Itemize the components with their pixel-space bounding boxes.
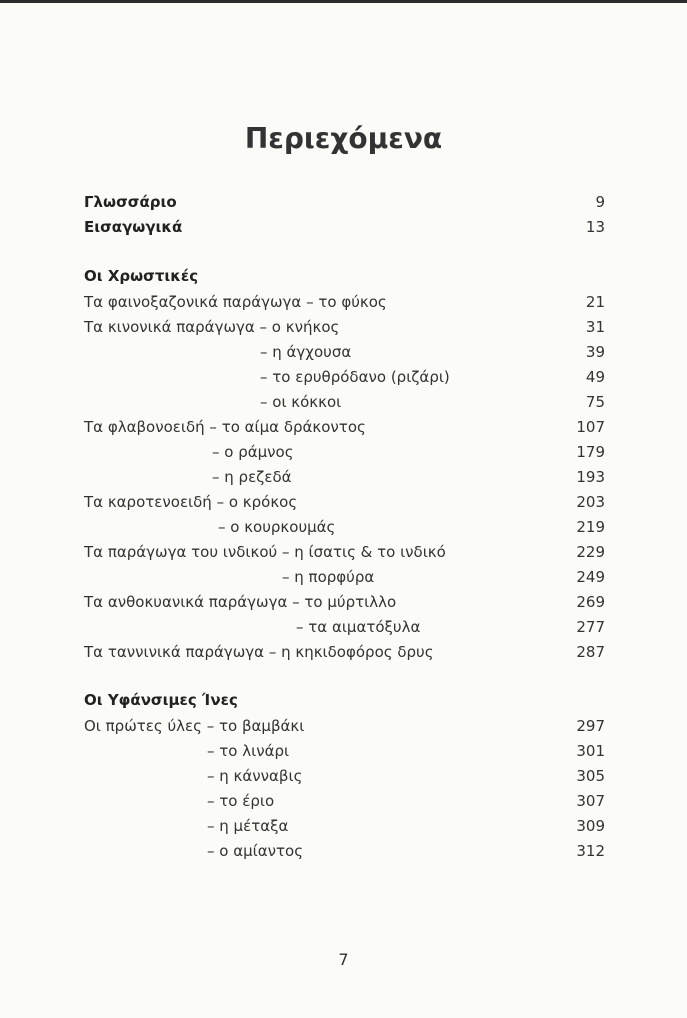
toc-entry-label: – η ρεζεδά <box>212 468 292 486</box>
toc-entry-label: Εισαγωγικά <box>84 218 183 236</box>
toc-entry-page: 305 <box>576 767 605 785</box>
section-heading: Οι Χρωστικές <box>84 267 199 285</box>
toc-entry-page: 287 <box>576 643 605 661</box>
page-number: 7 <box>338 950 349 969</box>
toc-entry-page: 269 <box>576 593 605 611</box>
toc-entry-label: Τα φαινοξαζονικά παράγωγα – το φύκος <box>84 293 387 311</box>
toc-entry-page: 107 <box>576 418 605 436</box>
toc-entry-page: 229 <box>576 543 605 561</box>
toc-entry <box>0 415 687 439</box>
toc-entry-label: Τα παράγωγα του ινδικού – η ίσατις & το ινδικό <box>84 543 446 561</box>
toc-entry-label: Τα ταννινικά παράγωγα – η κηκιδοφόρος δρυς <box>84 643 434 661</box>
toc-entry <box>0 839 687 863</box>
toc-entry-label: – η άγχουσα <box>260 343 352 361</box>
scan-top-edge <box>0 0 687 3</box>
toc-entry-page: 21 <box>585 293 605 311</box>
toc-entry <box>0 640 687 664</box>
section-heading: Οι Υφάνσιμες Ίνες <box>84 691 238 709</box>
toc-entry <box>0 190 687 214</box>
toc-entry <box>0 590 687 614</box>
toc-entry-label: – τα αιματόξυλα <box>296 618 421 636</box>
toc-entry <box>0 814 687 838</box>
toc-entry-page: 277 <box>576 618 605 636</box>
toc-entry <box>0 565 687 589</box>
toc-entry-page: 179 <box>576 443 605 461</box>
toc-entry-label: – η πορφύρα <box>282 568 375 586</box>
toc-entry <box>0 739 687 763</box>
toc-entry-label: – οι κόκκοι <box>260 393 342 411</box>
toc-entry-label: – το έριο <box>207 792 275 810</box>
toc-entry <box>0 515 687 539</box>
toc-entry <box>0 215 687 239</box>
toc-entry-page: 307 <box>576 792 605 810</box>
toc-entry-label: – η μέταξα <box>207 817 289 835</box>
toc-entry-page: 193 <box>576 468 605 486</box>
toc-entry-label: Οι πρώτες ύλες – το βαμβάκι <box>84 717 305 735</box>
toc-entry-page: 203 <box>576 493 605 511</box>
toc-entry-page: 39 <box>585 343 605 361</box>
page-title: Περιεχόμενα <box>244 122 443 155</box>
toc-entry-page: 31 <box>585 318 605 336</box>
toc-entry <box>0 615 687 639</box>
toc-entry-label: – ο ράμνος <box>212 443 294 461</box>
toc-entry-label: Τα φλαβονοειδή – το αίμα δράκοντος <box>84 418 366 436</box>
toc-entry-page: 309 <box>576 817 605 835</box>
toc-entry <box>0 465 687 489</box>
toc-entry-page: 219 <box>576 518 605 536</box>
toc-entry <box>0 315 687 339</box>
toc-entry-label: Τα ανθοκυανικά παράγωγα – το μύρτιλλο <box>84 593 397 611</box>
toc-entry <box>0 764 687 788</box>
toc-entry-page: 9 <box>595 193 605 211</box>
toc-entry <box>0 365 687 389</box>
toc-entry <box>0 440 687 464</box>
toc-entry <box>0 714 687 738</box>
toc-entry <box>0 540 687 564</box>
toc-entry <box>0 789 687 813</box>
toc-entry-label: – το ερυθρόδανο (ριζάρι) <box>260 368 450 386</box>
toc-entry-label: Τα κινονικά παράγωγα – ο κνήκος <box>84 318 340 336</box>
toc-entry-page: 301 <box>576 742 605 760</box>
toc-entry-label: – το λινάρι <box>207 742 290 760</box>
toc-entry <box>0 290 687 314</box>
toc-entry <box>0 390 687 414</box>
toc-entry-page: 75 <box>585 393 605 411</box>
toc-entry-page: 297 <box>576 717 605 735</box>
toc-entry <box>0 490 687 514</box>
toc-entry-label: – η κάνναβις <box>207 767 303 785</box>
toc-entry-label: – ο αμίαντος <box>207 842 303 860</box>
toc-entry <box>0 340 687 364</box>
toc-entry-page: 249 <box>576 568 605 586</box>
toc-entry-label: – ο κουρκουμάς <box>218 518 336 536</box>
toc-entry-page: 49 <box>585 368 605 386</box>
toc-entry-label: Τα καροτενοειδή – ο κρόκος <box>84 493 298 511</box>
toc-entry-page: 312 <box>576 842 605 860</box>
toc-entry-label: Γλωσσάριο <box>84 193 177 211</box>
toc-entry-page: 13 <box>585 218 605 236</box>
